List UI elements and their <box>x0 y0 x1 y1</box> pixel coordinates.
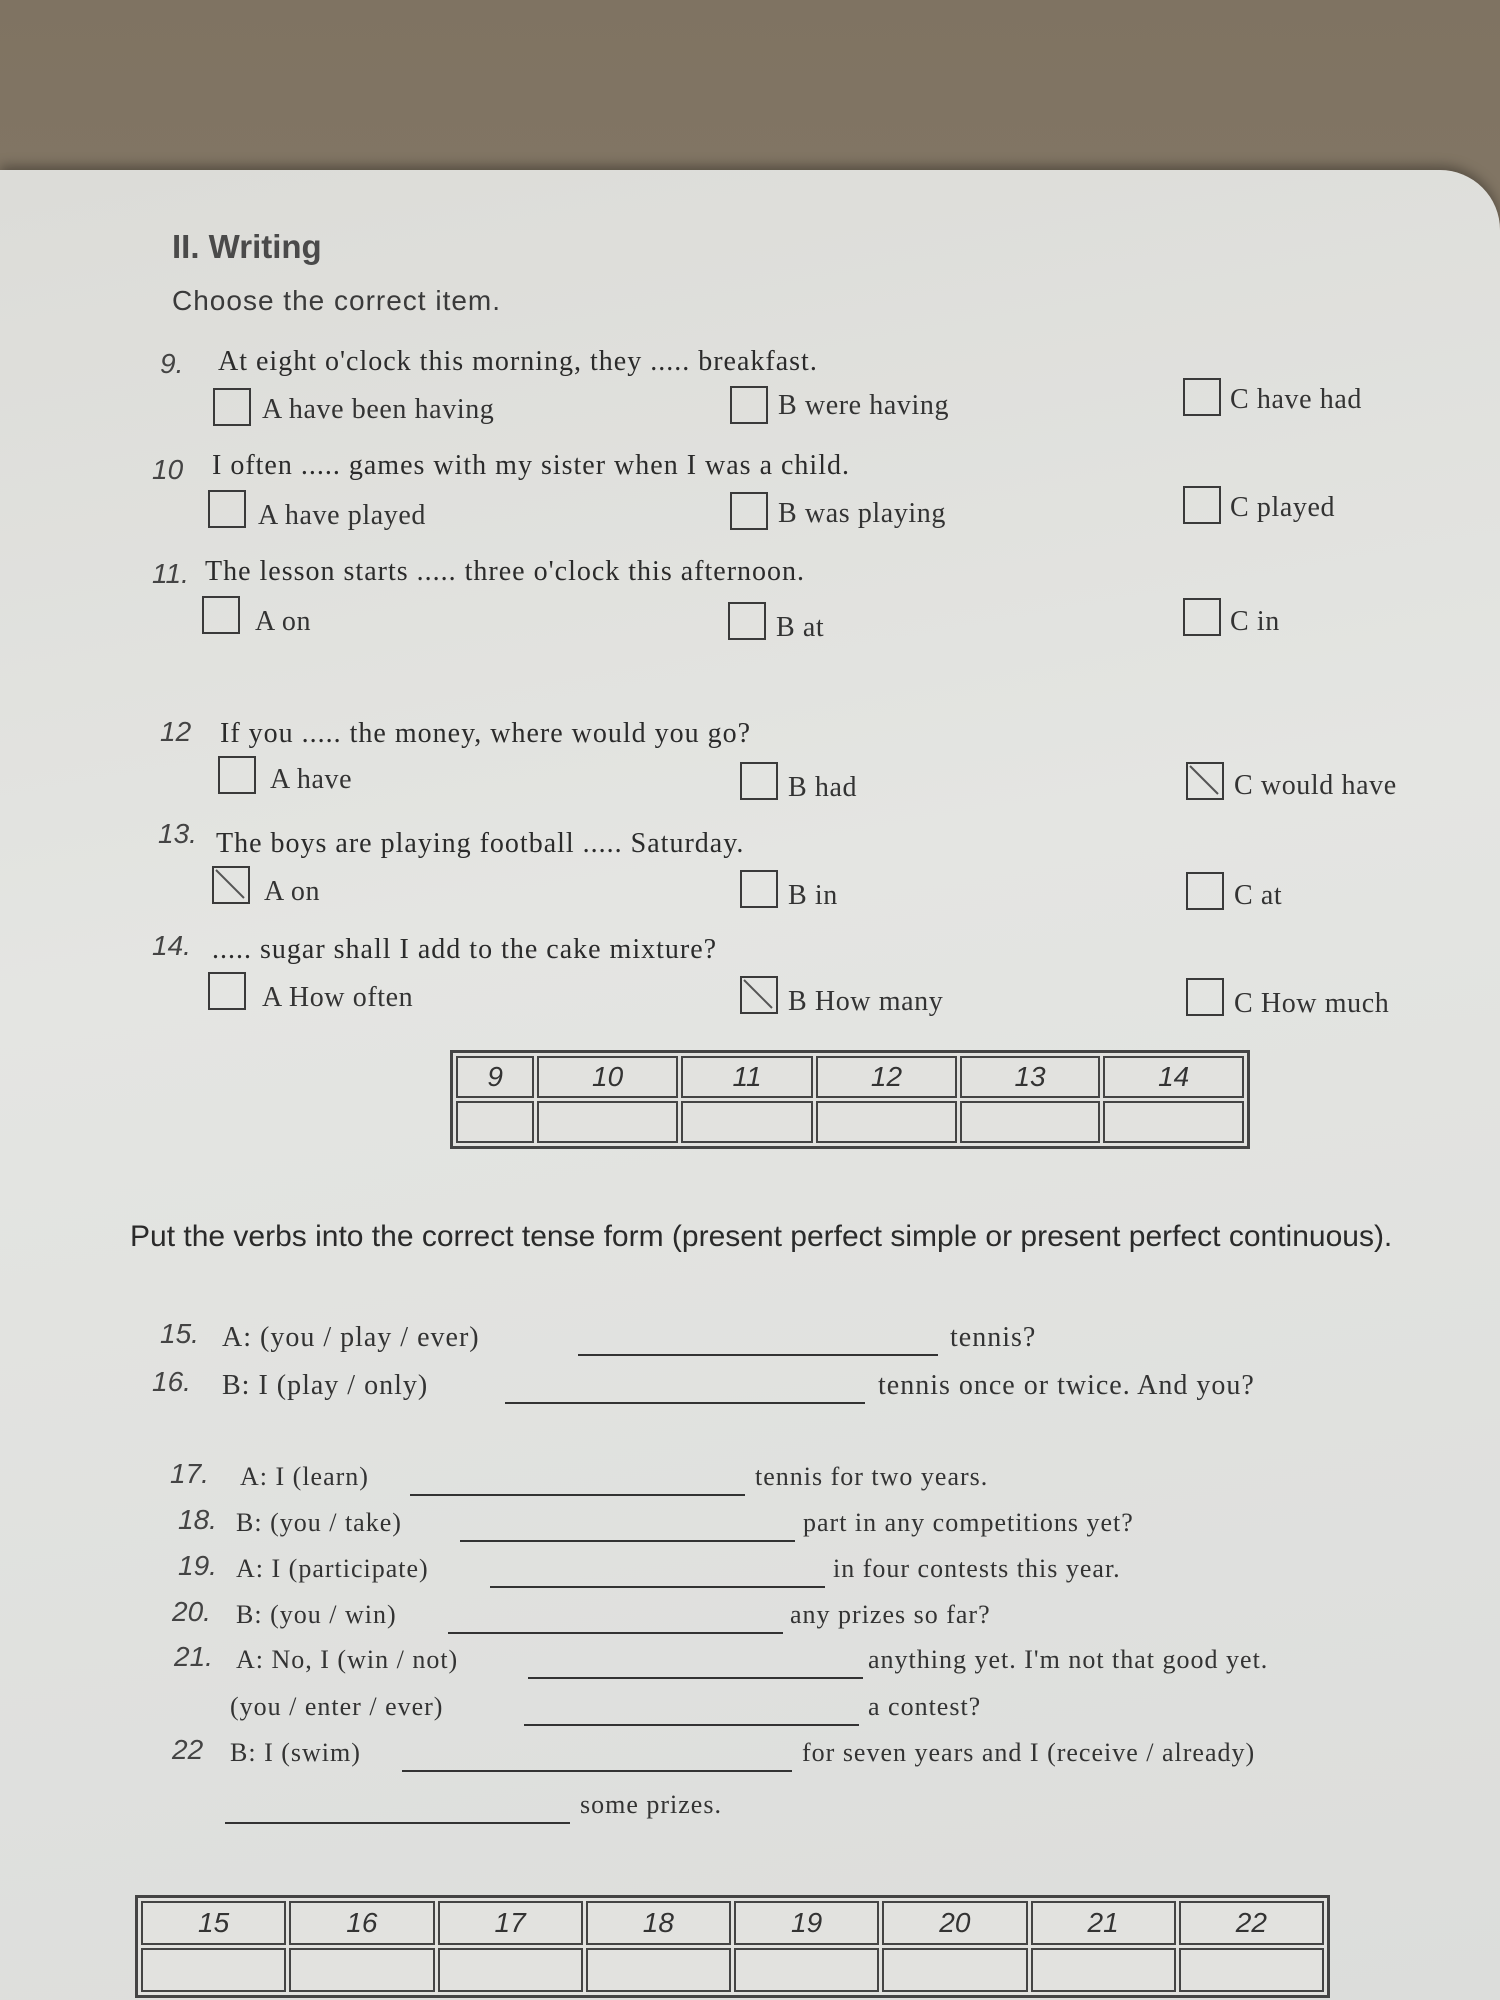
answer-blank-line[interactable] <box>528 1677 863 1679</box>
answer-blank-line[interactable] <box>460 1540 795 1542</box>
item-number: 18. <box>178 1504 217 1535</box>
question-text: If you ..... the money, where would you go? <box>220 718 752 749</box>
checkbox-b[interactable] <box>730 492 768 530</box>
answer-table-header-cell: 11 <box>681 1056 813 1098</box>
answer-cell[interactable] <box>289 1948 434 1992</box>
answer-blank-line[interactable] <box>225 1822 570 1824</box>
item-continuation: in four contests this year. <box>833 1554 1121 1583</box>
answer-blank-line[interactable] <box>578 1354 938 1356</box>
answer-cell[interactable] <box>960 1101 1101 1143</box>
checkbox-b-checked[interactable] <box>740 976 778 1014</box>
option-b: B How many <box>788 986 944 1017</box>
item-number: 17. <box>170 1458 209 1489</box>
answer-table-header-cell: 16 <box>289 1901 434 1945</box>
answer-table-header-row <box>141 1901 1324 1945</box>
option-b: B was playing <box>778 498 947 529</box>
answer-table-header-cell: 22 <box>1179 1901 1324 1945</box>
question-number: 9. <box>160 348 184 379</box>
answer-blank-line[interactable] <box>410 1494 745 1496</box>
question-text: The boys are playing football ..... Saturday. <box>216 828 745 859</box>
item-number: 16. <box>152 1366 191 1397</box>
option-b: B had <box>788 772 858 803</box>
item-number: 15. <box>160 1318 199 1349</box>
answer-table-header-row <box>456 1056 1244 1098</box>
checkbox-a[interactable] <box>213 388 251 426</box>
answer-cell[interactable] <box>1179 1948 1324 1992</box>
question-text: ..... sugar shall I add to the cake mixture? <box>212 934 718 965</box>
option-a: A on <box>255 606 312 637</box>
option-c: C How much <box>1234 988 1390 1019</box>
item-continuation: anything yet. I'm not that good yet. <box>868 1645 1269 1674</box>
check-mark-icon <box>742 978 776 1012</box>
question-number: 11. <box>152 558 189 589</box>
answer-cell[interactable] <box>816 1101 957 1143</box>
item-prompt: A: I (learn) <box>240 1462 369 1491</box>
item-prompt: B: (you / take) <box>236 1508 402 1537</box>
item-prompt: A: No, I (win / not) <box>236 1645 459 1674</box>
checkbox-c[interactable] <box>1186 978 1224 1016</box>
item-prompt: B: I (swim) <box>230 1738 361 1767</box>
option-c: C played <box>1230 492 1336 523</box>
checkbox-c[interactable] <box>1183 486 1221 524</box>
answer-table-header-cell: 10 <box>537 1056 678 1098</box>
item-continuation: part in any competitions yet? <box>803 1508 1134 1537</box>
item-number: 20. <box>172 1596 211 1627</box>
option-b: B were having <box>778 390 950 421</box>
item-prompt: B: I (play / only) <box>222 1370 429 1401</box>
answer-cell[interactable] <box>734 1948 879 1992</box>
checkbox-c[interactable] <box>1183 598 1221 636</box>
answer-cell[interactable] <box>1103 1101 1244 1143</box>
question-number: 10 <box>152 454 184 485</box>
question-text: The lesson starts ..... three o'clock this afternoon. <box>205 556 806 587</box>
checkbox-c[interactable] <box>1183 378 1221 416</box>
question-number: 14. <box>152 930 191 961</box>
answer-table-header-cell: 13 <box>960 1056 1101 1098</box>
item-continuation: for seven years and I (receive / already) <box>802 1738 1256 1767</box>
check-mark-icon <box>214 868 248 902</box>
checkbox-b[interactable] <box>740 870 778 908</box>
answer-table-header-cell: 17 <box>438 1901 583 1945</box>
answer-blank-line[interactable] <box>505 1402 865 1404</box>
answer-table-header-cell: 19 <box>734 1901 879 1945</box>
instruction-choose: Choose the correct item. <box>172 285 502 316</box>
item-prompt: A: (you / play / ever) <box>222 1322 480 1353</box>
item-continuation: tennis once or twice. And you? <box>878 1370 1255 1401</box>
item-prompt: (you / enter / ever) <box>230 1692 444 1721</box>
item-continuation: some prizes. <box>580 1790 722 1819</box>
answer-table-header-cell: 18 <box>586 1901 731 1945</box>
answer-blank-line[interactable] <box>402 1770 792 1772</box>
answer-blank-line[interactable] <box>448 1632 783 1634</box>
answer-blank-line[interactable] <box>490 1586 825 1588</box>
checkbox-a[interactable] <box>218 756 256 794</box>
checkbox-b[interactable] <box>740 762 778 800</box>
answer-table-header-cell: 9 <box>456 1056 534 1098</box>
section-title: II. Writing <box>172 228 322 265</box>
item-continuation: tennis for two years. <box>755 1462 989 1491</box>
checkbox-a[interactable] <box>202 596 240 634</box>
item-number: 22 <box>172 1734 204 1765</box>
option-a: A on <box>264 876 321 907</box>
item-number: 21. <box>174 1641 213 1672</box>
answer-cell[interactable] <box>882 1948 1027 1992</box>
option-a: A How often <box>262 982 414 1013</box>
answer-table-header-cell: 12 <box>816 1056 957 1098</box>
answer-cell[interactable] <box>537 1101 678 1143</box>
item-prompt: B: (you / win) <box>236 1600 397 1629</box>
answer-table-2 <box>135 1895 1330 1998</box>
answer-cell[interactable] <box>438 1948 583 1992</box>
answer-table-header-cell: 20 <box>882 1901 1027 1945</box>
answer-table-header-cell: 15 <box>141 1901 286 1945</box>
checkbox-c[interactable] <box>1186 872 1224 910</box>
checkbox-a[interactable] <box>208 490 246 528</box>
option-c: C at <box>1234 880 1283 911</box>
option-b: B in <box>788 880 838 911</box>
answer-table-1 <box>450 1050 1250 1149</box>
option-c: C would have <box>1234 770 1397 801</box>
answer-cell[interactable] <box>1031 1948 1176 1992</box>
item-number: 19. <box>178 1550 217 1581</box>
option-c: C have had <box>1230 384 1362 415</box>
option-a: A have played <box>258 500 426 531</box>
answer-table-answer-row <box>141 1948 1324 1992</box>
item-continuation: any prizes so far? <box>790 1600 991 1629</box>
check-mark-icon <box>1188 764 1222 798</box>
answer-cell[interactable] <box>141 1948 286 1992</box>
instruction-tenses: Put the verbs into the correct tense form (present perfect simple or present perfect continuous). <box>130 1220 1393 1253</box>
answer-cell[interactable] <box>586 1948 731 1992</box>
checkbox-b[interactable] <box>730 386 768 424</box>
checkbox-a-checked[interactable] <box>212 866 250 904</box>
answer-table-header-cell: 21 <box>1031 1901 1176 1945</box>
option-a: A have been having <box>262 394 495 425</box>
item-continuation: tennis? <box>950 1322 1037 1353</box>
question-text: At eight o'clock this morning, they ..... breakfast. <box>218 346 818 377</box>
item-continuation: a contest? <box>868 1692 982 1721</box>
answer-cell[interactable] <box>681 1101 813 1143</box>
question-text: I often ..... games with my sister when I was a child. <box>212 450 850 481</box>
option-a: A have <box>270 764 353 795</box>
checkbox-b[interactable] <box>728 602 766 640</box>
question-number: 12 <box>160 716 192 747</box>
checkbox-a[interactable] <box>208 972 246 1010</box>
checkbox-c-checked[interactable] <box>1186 762 1224 800</box>
item-prompt: A: I (participate) <box>236 1554 429 1583</box>
option-b: B at <box>776 612 825 643</box>
answer-blank-line[interactable] <box>524 1724 859 1726</box>
answer-table-answer-row <box>456 1101 1244 1143</box>
question-number: 13. <box>158 818 197 849</box>
option-c: C in <box>1230 606 1280 637</box>
answer-table-header-cell: 14 <box>1103 1056 1244 1098</box>
answer-cell[interactable] <box>456 1101 534 1143</box>
